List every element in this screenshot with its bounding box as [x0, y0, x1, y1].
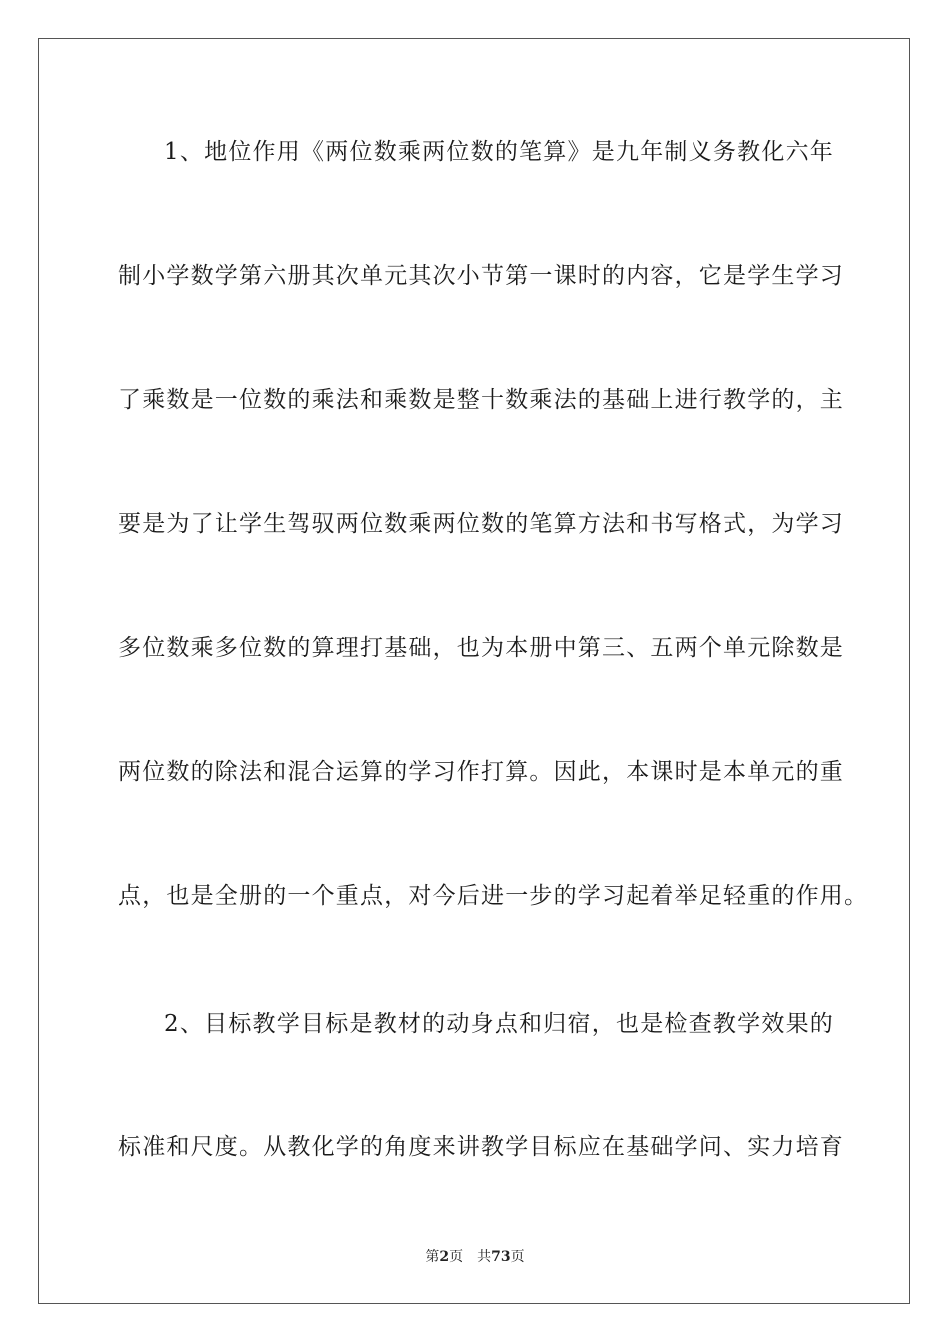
- text-line-1: 1、地位作用《两位数乘两位数的笔算》是九年制义务教化六年: [164, 139, 834, 165]
- text-line-8: 2、目标教学目标是教材的动身点和归宿，也是检查教学效果的: [164, 1011, 834, 1037]
- total-suffix: 页: [510, 1249, 525, 1265]
- page-footer: [0, 1248, 950, 1266]
- page-suffix: 页: [449, 1249, 464, 1265]
- page-total: 73: [491, 1249, 511, 1265]
- text-line-5: 多位数乘多位数的算理打基础，也为本册中第三、五两个单元除数是: [118, 635, 844, 661]
- page-number: 2: [439, 1249, 450, 1265]
- text-line-9: 标准和尺度。从教化学的角度来讲教学目标应在基础学问、实力培育: [118, 1134, 844, 1160]
- text-line-3: 了乘数是一位数的乘法和乘数是整十数乘法的基础上进行教学的，主: [118, 387, 844, 413]
- total-prefix: 共: [477, 1249, 492, 1265]
- page-border: [38, 38, 910, 1304]
- text-line-6: 两位数的除法和混合运算的学习作打算。因此，本课时是本单元的重: [118, 759, 844, 785]
- text-line-7: 点，也是全册的一个重点，对今后进一步的学习起着举足轻重的作用。: [118, 883, 869, 909]
- text-line-4: 要是为了让学生驾驭两位数乘两位数的笔算方法和书写格式，为学习: [118, 511, 844, 537]
- page-prefix: 第: [425, 1249, 440, 1265]
- text-line-2: 制小学数学第六册其次单元其次小节第一课时的内容，它是学生学习: [118, 263, 844, 289]
